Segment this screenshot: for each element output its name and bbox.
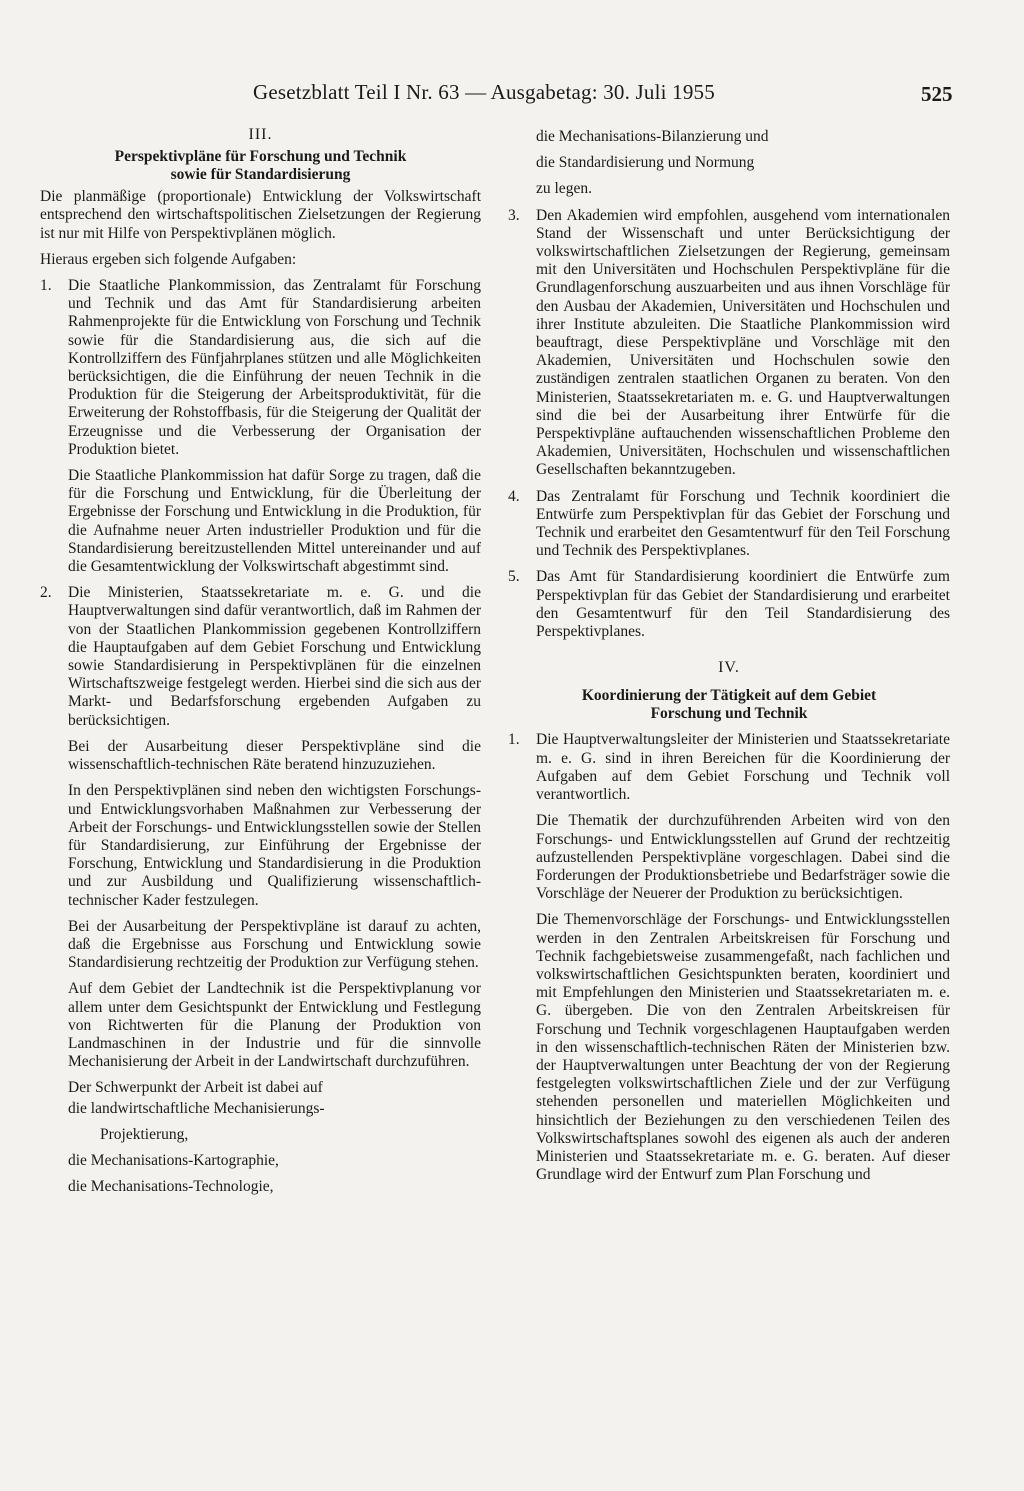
list-line: die Standardisierung und Normung <box>536 154 755 172</box>
tasks-intro: Hieraus ergeben sich folgende Aufgaben: <box>40 250 297 268</box>
section-number-iv: IV. <box>718 659 740 677</box>
section-title-line-1: Koordinierung der Tätigkeit auf dem Gebiet <box>581 687 877 705</box>
list-item-2 <box>40 584 481 730</box>
header-title: Gesetzblatt Teil I Nr. 63 — Ausgabetag: 30. Juli 1955 <box>253 80 715 104</box>
section-number-iii: III. <box>248 126 273 143</box>
paragraph: Bei der Ausarbeitung dieser Perspektivpläne sind die wissenschaftlich-technischen Räte beratend hinzuzuziehen. <box>68 737 481 774</box>
list-line: Projektierung, <box>100 1125 189 1143</box>
list-line: zu legen. <box>536 180 592 198</box>
item-text: Die Hauptverwaltungsleiter der Ministerien und Staatssekretariate m. e. G. sind in ihren Bereichen für die Koordinierung der Aufgaben auf dem Gebiet Forschung und Technik voll verantwortlich. <box>536 731 950 804</box>
left-column <box>40 124 481 1204</box>
list-item-5 <box>508 568 950 641</box>
item-number: 1. <box>40 277 52 295</box>
item-text: Das Amt für Standardisierung koordiniert die Entwürfe zum Perspektivplan für das Gebiet der Standardisierung und erarbeitet den Gesamtentwurf für den Teil Standardisierung des Perspektivplanes. <box>536 568 950 641</box>
list-line: die landwirtschaftliche Mechanisierungs- <box>68 1099 325 1117</box>
list-line: die Mechanisations-Technologie, <box>68 1178 274 1196</box>
item-number: 5. <box>508 568 520 586</box>
paragraph: Der Schwerpunkt der Arbeit ist dabei auf <box>68 1079 323 1097</box>
section-title-line-1: Perspektivpläne für Forschung und Technik <box>114 148 407 166</box>
list-line: die Mechanisations-Bilanzierung und <box>536 128 769 145</box>
paragraph: Die Thematik der durchzuführenden Arbeiten wird von den Forschungs- und Entwicklungsstellen auf Grund der rechtzeitig aufzustellenden Perspektivpläne vorgeschlagen. Dabei sind die Forderungen der Produktionsbetriebe und Bedarfsträger sowie die Vorschläge der Neuerer der Produktion zu berücksichtigen. <box>536 812 950 903</box>
item-text: Die Staatliche Plankommission, das Zentralamt für Forschung und Technik und das Amt für Standardisierung arbeiten Rahmenprojekte für die Entwicklung von Forschung und Technik sowie für die Standardisierung aus, die sich auf die Kontrollziffern des Fünfjahrplanes stützen und alle Möglichkeiten berücksichtigen, die die Einführung der neuen Technik in die Produktion für die Steigerung der Arbeitsproduktivität, für die Erweiterung der Rohstoffbasis, für die Steigerung der Qualität der Erzeugnisse und die Verbesserung der Organisation der Produktion bietet. <box>68 277 481 458</box>
intro-paragraph: Die planmäßige (proportionale) Entwicklung der Volkswirtschaft entsprechend den wirtschaftspolitischen Zielsetzungen der Regierung ist nur mit Hilfe von Perspektivplänen möglich. <box>40 188 481 242</box>
section-title-iv <box>508 687 950 723</box>
section-title-iii <box>40 148 481 184</box>
list-line: die Mechanisations-Kartographie, <box>68 1151 279 1169</box>
list-item-iv-1 <box>508 731 950 804</box>
item-number: 2. <box>40 584 52 602</box>
page-number: 525 <box>921 82 953 106</box>
paragraph: Auf dem Gebiet der Landtechnik ist die Perspektivplanung vor allem unter dem Gesichtspunkt der Entwicklung und Festlegung von Richtwerten für die Planung der Produktion von Landmaschinen in der Industrie und für die sinnvolle Mechanisierung der Arbeit in der Landwirtschaft durchzuführen. <box>68 980 481 1071</box>
list-item-1 <box>40 277 481 459</box>
item-number: 3. <box>508 206 520 224</box>
paragraph: Bei der Ausarbeitung der Perspektivpläne ist darauf zu achten, daß die Ergebnisse aus Forschung und Entwicklung sowie Standardisierung rechtzeitig der Produktion zur Verfügung stehen. <box>68 917 481 972</box>
item-number: 1. <box>508 731 520 749</box>
paragraph: In den Perspektivplänen sind neben den wichtigsten Forschungs- und Entwicklungsvorhaben Maßnahmen zur Verbesserung der Arbeit der Forschungs- und Entwicklungsstellen sowie der Stellen für Standardisierung, zur Einführung der Ergebnisse der Forschung, Entwicklung und Standardisierung in die Produktion und zur Ausbildung und Qualifizierung wissenschaftlich-technischer Kader festzulegen. <box>68 782 481 909</box>
right-column <box>508 128 950 1192</box>
paragraph: Die Themenvorschläge der Forschungs- und Entwicklungsstellen werden in den Zentralen Arbeitskreisen für Forschung und Technik fachgebietsweise zusammengefaßt, nach fachlichen und volkswirtschaftlichen Gesichtspunkten beraten, koordiniert und mit Empfehlungen den Ministerien und Staatssekretariaten m. e. G. übergeben. Die von den Zentralen Arbeitskreisen für Forschung und Technik vorgeschlagenen Hauptaufgaben werden in den wissenschaftlich-technischen Räten der Ministerien bzw. der Hauptverwaltungen unter Beachtung der von der Regierung festgelegten volkswirtschaftlichen Ziele und der zur Verfügung stehenden personellen und materiellen Möglichkeiten und hinsichtlich der Beziehungen zu den verschiedenen Teilen des Volkswirtschaftsplanes sowohl des eigenen als auch der anderen Ministerien und Staatssekretariate m. e. G. beraten. Auf dieser Grundlage wird der Entwurf zum Plan Forschung und <box>536 911 950 1184</box>
section-title-line-2: Forschung und Technik <box>650 705 808 723</box>
page-header <box>0 74 1024 108</box>
section-title-line-2: sowie für Standardisierung <box>170 166 351 184</box>
item-text: Den Akademien wird empfohlen, ausgehend vom internationalen Stand der Wissenschaft und unter Berücksichtigung der volkswirtschaftlichen Zielsetzungen der Regierung, gemeinsam mit den Universitäten und Hochschulen Perspektivpläne für die Grundlagenforschung auszuarbeiten und aus ihnen Vorschläge für den Ausbau der Akademien, Universitäten und Hochschulen und ihrer Institute abzuleiten. Die Staatliche Plankommission wird beauftragt, diese Perspektivpläne und Vorschläge mit den Akademien, Universitäten und Hochschulen sowie den zuständigen zentralen staatlichen Organen zu beraten. Von den Ministerien, Staatssekretariaten m. e. G. und Hauptverwaltungen sind die bei der Ausarbeitung ihrer Entwürfe für die Perspektivpläne auftauchenden wissenschaftlichen Probleme den Akademien, Universitäten, Hochschulen und wissenschaftlichen Gesellschaften bekanntzugeben. <box>536 206 950 479</box>
item-number: 4. <box>508 487 520 505</box>
paragraph: Die Staatliche Plankommission hat dafür Sorge zu tragen, daß die für die Forschung und Entwicklung, für die Überleitung der Ergebnisse der Forschung und Entwicklung in die Produktion, für die Aufnahme neuer Arten industrieller Produktion und für die Standardisierung bereitzustellenden Mittel untereinander und auf die Gesamtentwicklung der Volkswirtschaft abgestimmt sind. <box>68 467 481 576</box>
list-item-4 <box>508 488 950 561</box>
list-item-3 <box>508 207 950 480</box>
item-text: Das Zentralamt für Forschung und Technik koordiniert die Entwürfe zum Perspektivplan für das Gebiet der Forschung und Technik und erarbeitet den Gesamtentwurf für den Teil Forschung und Technik des Perspektivplanes. <box>536 487 950 560</box>
item-text: Die Ministerien, Staatssekretariate m. e. G. und die Hauptverwaltungen sind dafür verantwortlich, daß im Rahmen der von der Staatlichen Plankommission gegebenen Kontrollziffern die Hauptaufgaben auf dem Gebiet Forschung und Entwicklung sowie Standardisierung in Perspektivplänen für die einzelnen Wirtschaftszweige festgelegt werden. Hierbei sind die sich aus der Markt- und Bedarfsforschung ergebenden Aufgaben zu berücksichtigen. <box>68 584 481 729</box>
